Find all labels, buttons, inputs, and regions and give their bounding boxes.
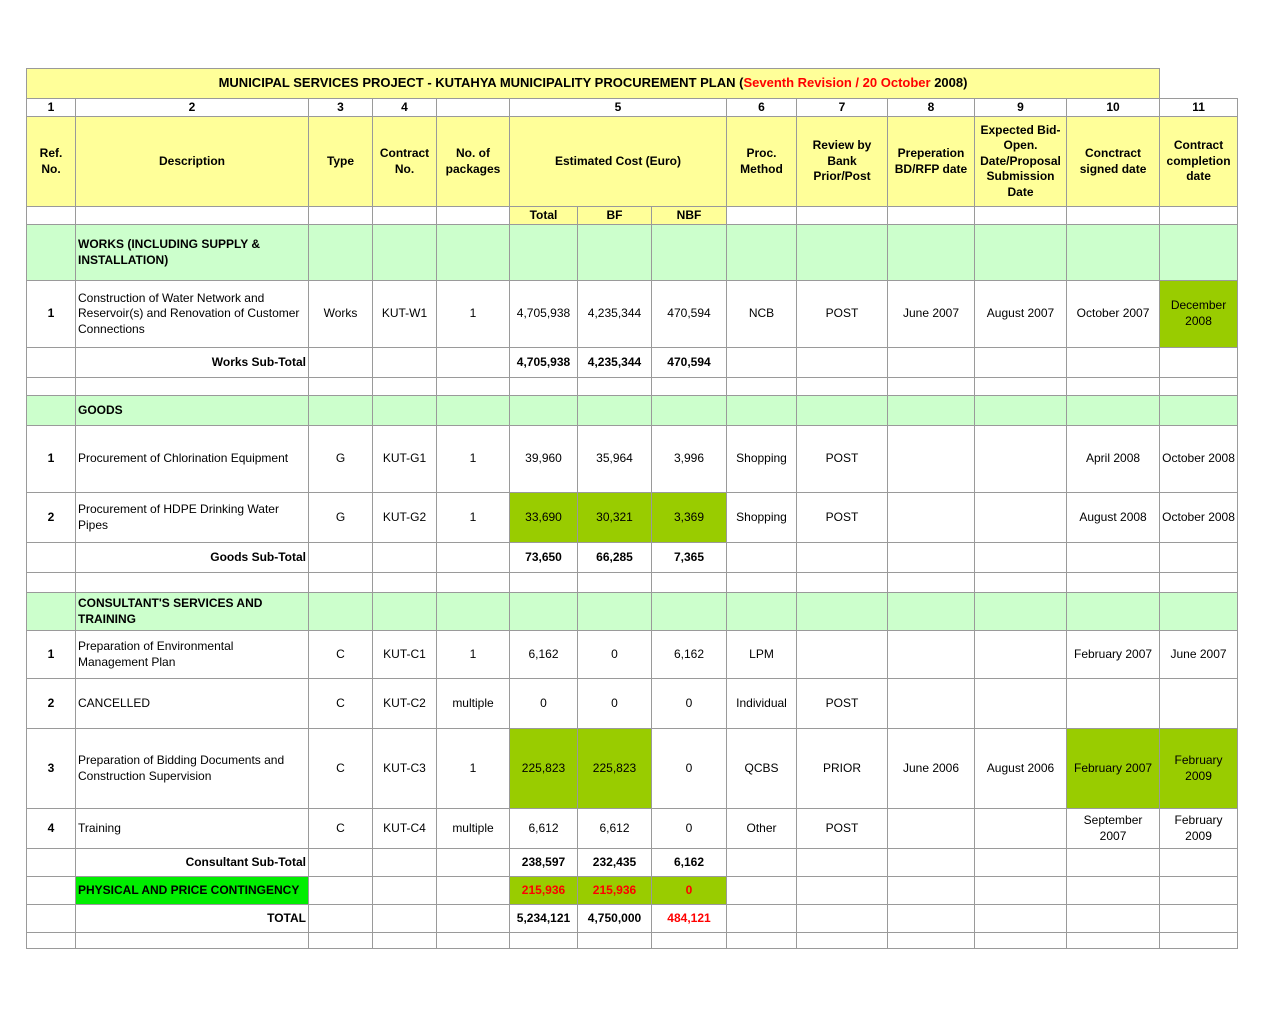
type-cell: C — [309, 679, 373, 729]
header-description: Description — [76, 117, 309, 207]
subtotal-row — [27, 849, 1238, 877]
header-signed-date: Conctract signed date — [1067, 117, 1160, 207]
type-cell: G — [309, 493, 373, 543]
contract-cell: KUT-C4 — [373, 809, 437, 849]
nbf-cell: 0 — [652, 809, 727, 849]
description-cell: Procurement of Chlorination Equipment — [76, 426, 309, 493]
subtotal-row — [27, 543, 1238, 573]
contract-cell: KUT-C2 — [373, 679, 437, 729]
total-cell: 6,162 — [510, 631, 578, 679]
table-row — [27, 493, 1238, 543]
contingency-total: 215,936 — [510, 877, 578, 905]
prep-cell — [888, 493, 975, 543]
method-cell: LPM — [727, 631, 797, 679]
total-cell: 33,690 — [510, 493, 578, 543]
bid-cell: August 2007 — [975, 281, 1067, 348]
table-row — [27, 679, 1238, 729]
subtotal-label: Works Sub-Total — [76, 348, 309, 378]
subtotal-total: 73,650 — [510, 543, 578, 573]
nbf-cell: 3,369 — [652, 493, 727, 543]
col-number: 11 — [1160, 99, 1238, 117]
completion-cell: February 2009 — [1160, 809, 1238, 849]
header-contract: Contract No. — [373, 117, 437, 207]
packages-cell: 1 — [437, 631, 510, 679]
subtotal-bf: 66,285 — [578, 543, 652, 573]
type-cell: C — [309, 729, 373, 809]
subheader-row — [27, 207, 1238, 225]
total-cell: 4,705,938 — [510, 281, 578, 348]
spacer-row — [27, 933, 1238, 949]
grand-total-row — [27, 905, 1238, 933]
bid-cell — [975, 809, 1067, 849]
header-ref: Ref. No. — [27, 117, 76, 207]
review-cell: POST — [797, 426, 888, 493]
prep-cell — [888, 426, 975, 493]
col-number: 7 — [797, 99, 888, 117]
table-row — [27, 809, 1238, 849]
section-title-goods: GOODS — [76, 396, 309, 426]
contract-cell: KUT-G1 — [373, 426, 437, 493]
grand-total-bf: 4,750,000 — [578, 905, 652, 933]
subtotal-total: 4,705,938 — [510, 348, 578, 378]
description-cell: Preparation of Bidding Documents and Construction Supervision — [76, 729, 309, 809]
table-row — [27, 426, 1238, 493]
prep-cell: June 2006 — [888, 729, 975, 809]
header-prep-date: Preperation BD/RFP date — [888, 117, 975, 207]
total-cell: 6,612 — [510, 809, 578, 849]
bid-cell — [975, 631, 1067, 679]
ref-cell: 3 — [27, 729, 76, 809]
bid-cell — [975, 426, 1067, 493]
column-number-row — [27, 99, 1238, 117]
col-number: 10 — [1067, 99, 1160, 117]
review-cell — [797, 631, 888, 679]
header-packages: No. of packages — [437, 117, 510, 207]
ref-cell: 2 — [27, 493, 76, 543]
section-title-consultant: CONSULTANT'S SERVICES AND TRAINING — [76, 593, 309, 631]
subtotal-nbf: 6,162 — [652, 849, 727, 877]
header-type: Type — [309, 117, 373, 207]
method-cell: Shopping — [727, 426, 797, 493]
col-number: 4 — [373, 99, 437, 117]
header-nbf: NBF — [652, 207, 727, 225]
total-cell: 225,823 — [510, 729, 578, 809]
review-cell: PRIOR — [797, 729, 888, 809]
subtotal-nbf: 7,365 — [652, 543, 727, 573]
signed-cell — [1067, 679, 1160, 729]
type-cell: Works — [309, 281, 373, 348]
contingency-label: PHYSICAL AND PRICE CONTINGENCY — [76, 877, 309, 905]
contract-cell: KUT-G2 — [373, 493, 437, 543]
nbf-cell: 470,594 — [652, 281, 727, 348]
completion-cell: October 2008 — [1160, 493, 1238, 543]
bid-cell — [975, 679, 1067, 729]
type-cell: C — [309, 809, 373, 849]
bf-cell: 225,823 — [578, 729, 652, 809]
bf-cell: 35,964 — [578, 426, 652, 493]
title-row — [27, 69, 1238, 99]
prep-cell — [888, 809, 975, 849]
contract-cell: KUT-C1 — [373, 631, 437, 679]
packages-cell: 1 — [437, 426, 510, 493]
col-number: 6 — [727, 99, 797, 117]
contingency-nbf: 0 — [652, 877, 727, 905]
signed-cell: August 2008 — [1067, 493, 1160, 543]
section-title-works: WORKS (INCLUDING SUPPLY & INSTALLATION) — [76, 225, 309, 281]
bf-cell: 4,235,344 — [578, 281, 652, 348]
signed-cell: February 2007 — [1067, 631, 1160, 679]
subtotal-label: Goods Sub-Total — [76, 543, 309, 573]
col-number: 1 — [27, 99, 76, 117]
section-row — [27, 396, 1238, 426]
nbf-cell: 0 — [652, 679, 727, 729]
completion-cell — [1160, 679, 1238, 729]
ref-cell: 1 — [27, 426, 76, 493]
header-method: Proc. Method — [727, 117, 797, 207]
contingency-row — [27, 877, 1238, 905]
signed-cell: September 2007 — [1067, 809, 1160, 849]
nbf-cell: 3,996 — [652, 426, 727, 493]
signed-cell: February 2007 — [1067, 729, 1160, 809]
header-row — [27, 117, 1238, 207]
bid-cell — [975, 493, 1067, 543]
header-estimated-cost: Estimated Cost (Euro) — [510, 117, 727, 207]
description-cell: Preparation of Environmental Management Plan — [76, 631, 309, 679]
col-number: 9 — [975, 99, 1067, 117]
grand-total-nbf: 484,121 — [652, 905, 727, 933]
review-cell: POST — [797, 809, 888, 849]
contingency-bf: 215,936 — [578, 877, 652, 905]
header-completion-date: Contract completion date — [1160, 117, 1238, 207]
subtotal-total: 238,597 — [510, 849, 578, 877]
bf-cell: 6,612 — [578, 809, 652, 849]
grand-total-total: 5,234,121 — [510, 905, 578, 933]
packages-cell: 1 — [437, 281, 510, 348]
ref-cell: 1 — [27, 631, 76, 679]
col-number: 8 — [888, 99, 975, 117]
review-cell: POST — [797, 281, 888, 348]
contract-cell: KUT-W1 — [373, 281, 437, 348]
plan-title: MUNICIPAL SERVICES PROJECT - KUTAHYA MUNICIPALITY PROCUREMENT PLAN (Seventh Revision / 20 October 2008) — [27, 69, 1160, 99]
col-number: 3 — [309, 99, 373, 117]
revision-text: Seventh Revision / 20 October — [743, 75, 931, 91]
packages-cell: multiple — [437, 809, 510, 849]
bid-cell: August 2006 — [975, 729, 1067, 809]
prep-cell — [888, 679, 975, 729]
completion-cell: October 2008 — [1160, 426, 1238, 493]
contract-cell: KUT-C3 — [373, 729, 437, 809]
packages-cell: multiple — [437, 679, 510, 729]
nbf-cell: 0 — [652, 729, 727, 809]
header-total: Total — [510, 207, 578, 225]
ref-cell: 1 — [27, 281, 76, 348]
completion-cell: February 2009 — [1160, 729, 1238, 809]
subtotal-label: Consultant Sub-Total — [76, 849, 309, 877]
table-row — [27, 729, 1238, 809]
ref-cell: 2 — [27, 679, 76, 729]
ref-cell: 4 — [27, 809, 76, 849]
description-cell: CANCELLED — [76, 679, 309, 729]
prep-cell — [888, 631, 975, 679]
bf-cell: 30,321 — [578, 493, 652, 543]
method-cell: QCBS — [727, 729, 797, 809]
packages-cell: 1 — [437, 493, 510, 543]
completion-cell: June 2007 — [1160, 631, 1238, 679]
bf-cell: 0 — [578, 631, 652, 679]
header-bf: BF — [578, 207, 652, 225]
method-cell: Other — [727, 809, 797, 849]
signed-cell: April 2008 — [1067, 426, 1160, 493]
total-cell: 0 — [510, 679, 578, 729]
subtotal-row — [27, 348, 1238, 378]
procurement-plan-table — [26, 68, 1238, 949]
header-bid-date: Expected Bid-Open. Date/Proposal Submission Date — [975, 117, 1067, 207]
review-cell: POST — [797, 493, 888, 543]
method-cell: NCB — [727, 281, 797, 348]
subtotal-bf: 4,235,344 — [578, 348, 652, 378]
type-cell: G — [309, 426, 373, 493]
table-row — [27, 631, 1238, 679]
grand-total-label: TOTAL — [76, 905, 309, 933]
bf-cell: 0 — [578, 679, 652, 729]
col-number: 5 — [510, 99, 727, 117]
section-row — [27, 593, 1238, 631]
subtotal-bf: 232,435 — [578, 849, 652, 877]
description-cell: Procurement of HDPE Drinking Water Pipes — [76, 493, 309, 543]
header-review: Review by Bank Prior/Post — [797, 117, 888, 207]
col-number: 2 — [76, 99, 309, 117]
spacer-row — [27, 378, 1238, 396]
subtotal-nbf: 470,594 — [652, 348, 727, 378]
type-cell: C — [309, 631, 373, 679]
nbf-cell: 6,162 — [652, 631, 727, 679]
description-cell: Construction of Water Network and Reservoir(s) and Renovation of Customer Connections — [76, 281, 309, 348]
signed-cell: October 2007 — [1067, 281, 1160, 348]
review-cell: POST — [797, 679, 888, 729]
section-row — [27, 225, 1238, 281]
table-row — [27, 281, 1238, 348]
method-cell: Shopping — [727, 493, 797, 543]
completion-cell: December 2008 — [1160, 281, 1238, 348]
packages-cell: 1 — [437, 729, 510, 809]
total-cell: 39,960 — [510, 426, 578, 493]
method-cell: Individual — [727, 679, 797, 729]
description-cell: Training — [76, 809, 309, 849]
prep-cell: June 2007 — [888, 281, 975, 348]
spacer-row — [27, 573, 1238, 593]
